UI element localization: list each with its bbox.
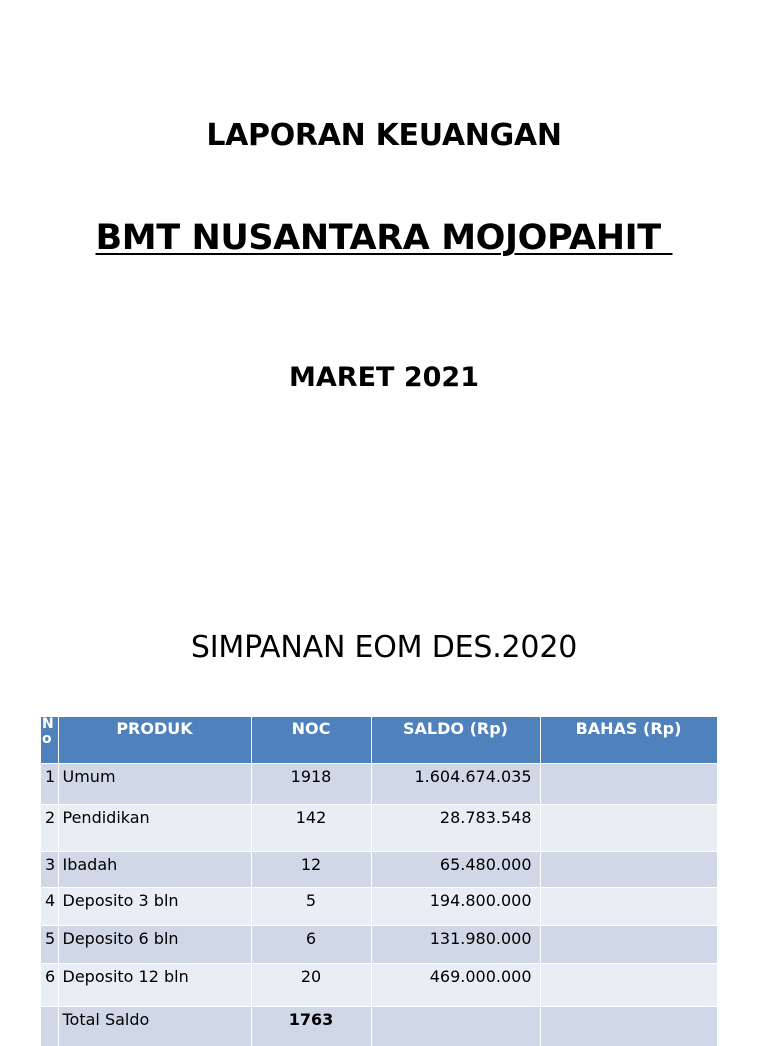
row-bahas: [540, 851, 717, 887]
total-no: [41, 1006, 58, 1046]
col-header-produk: PRODUK: [58, 717, 251, 763]
row-noc: 6: [251, 925, 371, 963]
section-title: SIMPANAN EOM DES.2020: [190, 630, 578, 665]
row-saldo: 131.980.000: [371, 925, 540, 963]
row-produk: Deposito 12 bln: [58, 963, 251, 1006]
row-bahas: [540, 925, 717, 963]
row-no: 6: [41, 963, 58, 1006]
row-noc: 20: [251, 963, 371, 1006]
table-row: [41, 851, 717, 887]
row-saldo: 65.480.000: [371, 851, 540, 887]
col-header-saldo: SALDO (Rp): [371, 717, 540, 763]
row-produk: Deposito 6 bln: [58, 925, 251, 963]
row-bahas: [540, 804, 717, 851]
row-bahas: [540, 763, 717, 804]
row-produk: Deposito 3 bln: [58, 887, 251, 925]
table-row: [41, 887, 717, 925]
row-saldo: 28.783.548: [371, 804, 540, 851]
row-no: 3: [41, 851, 58, 887]
table-row: [41, 963, 717, 1006]
row-bahas: [540, 963, 717, 1006]
row-no: 2: [41, 804, 58, 851]
report-title: LAPORAN KEUANGAN: [206, 118, 562, 153]
total-bahas: [540, 1006, 717, 1046]
row-noc: 5: [251, 887, 371, 925]
row-noc: 1918: [251, 763, 371, 804]
table-row: [41, 804, 717, 851]
row-noc: 12: [251, 851, 371, 887]
row-produk: Pendidikan: [58, 804, 251, 851]
table-total-row: [41, 1006, 717, 1046]
col-header-no: No: [41, 717, 58, 763]
col-header-noc: NOC: [251, 717, 371, 763]
total-label: Total Saldo: [58, 1006, 251, 1046]
row-noc: 142: [251, 804, 371, 851]
row-no: 1: [41, 763, 58, 804]
total-noc: 1763: [251, 1006, 371, 1046]
row-no: 5: [41, 925, 58, 963]
table-row: [41, 925, 717, 963]
report-period: MARET 2021: [289, 362, 479, 393]
col-header-bahas: BAHAS (Rp): [540, 717, 717, 763]
row-produk: Ibadah: [58, 851, 251, 887]
row-saldo: 194.800.000: [371, 887, 540, 925]
savings-table: [41, 717, 718, 1046]
row-produk: Umum: [58, 763, 251, 804]
total-saldo: [371, 1006, 540, 1046]
row-saldo: 1.604.674.035: [371, 763, 540, 804]
organization-name: BMT NUSANTARA MOJOPAHIT: [95, 218, 673, 258]
table-header-row: [41, 717, 717, 763]
table-row: [41, 763, 717, 804]
row-saldo: 469.000.000: [371, 963, 540, 1006]
row-no: 4: [41, 887, 58, 925]
row-bahas: [540, 887, 717, 925]
